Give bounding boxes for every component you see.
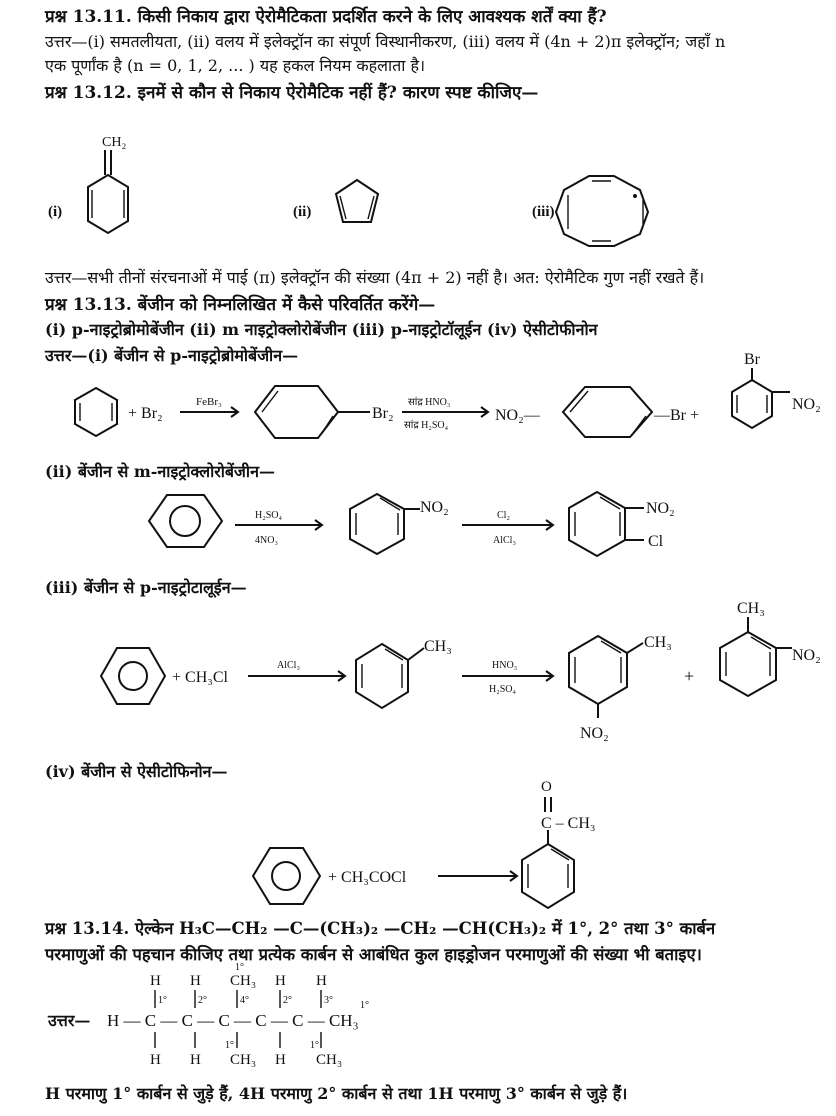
q1314-answer-label: उत्तर— (48, 1011, 91, 1030)
reaction-4 (253, 779, 595, 908)
alkane-structure (47, 962, 369, 1068)
top-h-5: H (316, 973, 327, 989)
structure-label-i: (i) (48, 204, 63, 220)
q1312-answer: उत्तर—सभी तीनों संरचनाओं में पाई (π) इलेक्ट्रॉन की संख्या (4π + 2) नहीं है। अत: ऐरोमैटिक गुण नहीं रखते हैं। (45, 268, 705, 287)
r1-reagent-top: सांद्र HNO₃ (408, 397, 451, 408)
r1-br-plus: —Br + (654, 407, 700, 424)
r2-reagent-bottom: 4NO₃ (255, 535, 278, 546)
r1-br2: Br₂ (372, 405, 394, 422)
top-h-4: H (275, 973, 286, 989)
degree-c4: 2° (283, 995, 292, 1006)
r1-no2: NO₂— (495, 407, 540, 424)
degree-top-ch3: 1° (235, 962, 244, 973)
bottom-h-2: H (190, 1052, 201, 1068)
top-ch3: CH₃ (230, 973, 257, 989)
q1313-part2-heading: (ii) बेंजीन से m-नाइट्रोक्लोरोबेंजीन— (45, 462, 275, 481)
q1313-question: प्रश्न 13.13. बेंजीन को निम्नलिखित में कैसे परिवर्तित करेंगे— (45, 295, 436, 315)
q1311-answer-line2: एक पूर्णांक है (n = 0, 1, 2, ... ) यह हकल नियम कहलाता है। (45, 56, 426, 75)
r3-ch3-b: CH₃ (644, 634, 672, 651)
r3-cat: AlCl₃ (277, 660, 300, 671)
q1314-main-chain: H — C — C — C — C — C — CH₃ (107, 1011, 359, 1030)
r2-no2-b: NO₂ (646, 500, 675, 517)
q1314-question-line2: परमाणुओं की पहचान कीजिए तथा प्रत्येक कार्बन से आबंधित कुल हाइड्रोजन परमाणुओं की संख्या भी बताइए। (45, 945, 702, 964)
q1314-question-line1: प्रश्न 13.14. ऐल्केन H₃C—CH₂ —C—(CH₃)₂ —CH₂ —CH(CH₃)₂ में 1°, 2° तथा 3° कार्बन (45, 919, 716, 938)
r3-ch3-c: CH₃ (737, 600, 765, 617)
r3-no2-c: NO₂ (792, 647, 821, 664)
degree-bottom-ch3-2: 1° (310, 1040, 319, 1051)
r1-catalyst: FeBr₃ (196, 396, 222, 408)
bottom-ch3: CH₃ (230, 1052, 257, 1068)
top-h-2: H (190, 973, 201, 989)
r2-no2: NO₂ (420, 499, 449, 516)
structure-label-iii: (iii) (532, 204, 555, 220)
q1313-part3-heading: (iii) बेंजीन से p-नाइट्रोटालूईन— (45, 578, 247, 597)
bottom-ch3-2: CH₃ (316, 1052, 343, 1068)
q1313-part4-heading: (iv) बेंजीन से ऐसीटोफिनोन— (45, 762, 228, 781)
r1-no2-right: NO₂ (792, 396, 821, 413)
reaction-3 (101, 600, 821, 742)
q1313-part1-heading: उत्तर—(i) बेंजीन से p-नाइट्रोब्रोमोबेंजीन— (45, 346, 299, 365)
r2-reagent-top: H₂SO₄ (255, 510, 282, 521)
r1-br: Br (744, 351, 760, 368)
methylene-cyclohexadiene-structure (88, 135, 128, 233)
r4-c-ch3: C – CH₃ (541, 815, 596, 832)
ch2-label: CH₂ (102, 135, 127, 150)
degree-ch3-end: 1° (360, 1000, 369, 1011)
r3-reagent-bottom: H₂SO₄ (489, 684, 516, 695)
r2-cat-top: Cl₂ (497, 510, 510, 521)
r4-plus-ch3cocl: + CH₃COCl (328, 869, 407, 886)
r1-reagent-bottom: सांद्र H₂SO₄ (404, 420, 449, 431)
r3-no2-b: NO₂ (580, 725, 609, 742)
q1314-conclusion: H परमाणु 1° कार्बन से जुड़े हैं, 4H परमाणु 2° कार्बन से तथा 1H परमाणु 3° कार्बन से जुड़े हैं। (45, 1084, 628, 1103)
r3-plus-ch3cl: + CH₃Cl (172, 669, 228, 686)
degree-c1: 1° (158, 995, 167, 1006)
reaction-1 (75, 351, 821, 438)
bottom-h-1: H (150, 1052, 161, 1068)
degree-c2: 2° (198, 995, 207, 1006)
r3-reagent-top: HNO₃ (492, 660, 518, 671)
reaction-2 (149, 492, 675, 556)
structure-label-ii: (ii) (293, 204, 312, 220)
degree-c5: 3° (324, 995, 333, 1006)
r4-oxygen: O (541, 779, 552, 795)
r1-plus-br2: + Br₂ (128, 405, 163, 422)
bottom-h-4: H (275, 1052, 286, 1068)
top-h-1: H (150, 973, 161, 989)
cyclopentadiene-structure (336, 180, 378, 222)
r2-cat-bottom: AlCl₃ (493, 535, 516, 546)
q1311-answer-line1: उत्तर—(i) समतलीयता, (ii) वलय में इलेक्ट्रॉन का संपूर्ण विस्थानीकरण, (iii) वलय में (4n + 2)π इलेक्ट्रॉन; जहाँ n (45, 32, 726, 51)
degree-c3: 4° (240, 995, 249, 1006)
degree-bottom-ch3: 1° (225, 1040, 234, 1051)
cyclooctatetraene-radical-structure (556, 176, 648, 246)
r2-cl: Cl (648, 533, 664, 550)
r3-ch3: CH₃ (424, 638, 452, 655)
q1311-question: प्रश्न 13.11. किसी निकाय द्वारा ऐरोमैटिकता प्रदर्शित करने के लिए आवश्यक शर्तें क्या हैं? (45, 7, 607, 27)
q1312-question: प्रश्न 13.12. इनमें से कौन से निकाय ऐरोमैटिक नहीं हैं? कारण स्पष्ट कीजिए— (45, 83, 539, 103)
q1313-parts: (i) p-नाइट्रोब्रोमोबेंजीन (ii) m नाइट्रोक्लोरोबेंजीन (iii) p-नाइट्रोटॉलूईन (iv) ऐसीटोफीनोन (45, 320, 598, 339)
r3-plus: + (684, 666, 695, 686)
